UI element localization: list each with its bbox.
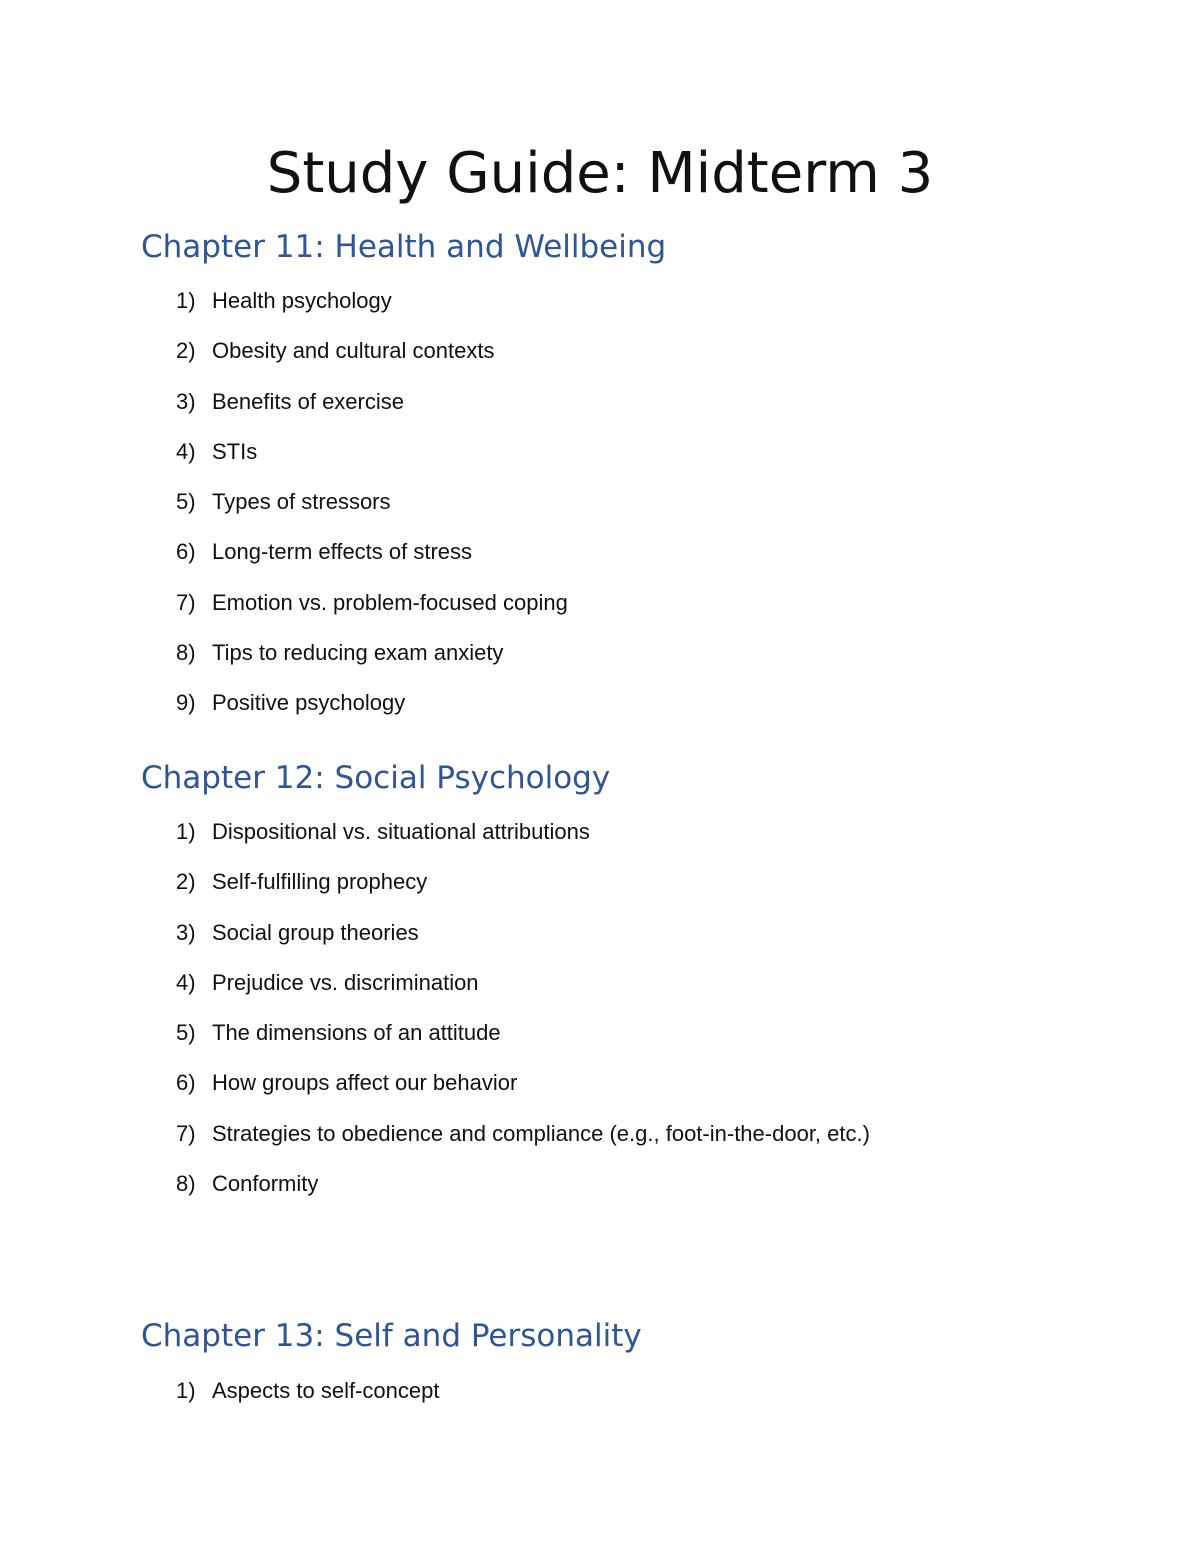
chapter-11-topic-list [176, 286, 568, 739]
item-text: Strategies to obedience and compliance (e.g., foot-in-the-door, etc.) [212, 1120, 870, 1146]
item-number: 3) [176, 919, 196, 945]
list-item [176, 487, 568, 537]
item-text: Conformity [212, 1171, 319, 1197]
item-text: Dispositional vs. situational attributions [212, 819, 590, 844]
list-item [176, 968, 870, 1018]
chapter-heading-13: Chapter 13: Self and Personality [141, 1318, 642, 1354]
list-item [176, 638, 568, 688]
item-number: 2) [176, 338, 196, 364]
item-text: Emotion vs. problem-focused coping [212, 589, 568, 615]
item-text: Prejudice vs. discrimination [212, 969, 479, 995]
item-number: 4) [176, 969, 196, 995]
chapter-heading-11: Chapter 11: Health and Wellbeing [141, 229, 667, 265]
item-text: The dimensions of an attitude [212, 1020, 501, 1046]
chapter-12-topic-list [176, 817, 870, 1219]
item-number: 5) [176, 489, 196, 515]
item-text: Social group theories [212, 919, 419, 945]
list-item [176, 286, 568, 336]
list-item [176, 336, 568, 386]
list-item [176, 588, 568, 638]
item-text: How groups affect our behavior [212, 1070, 518, 1096]
item-number: 6) [176, 539, 196, 565]
list-item [176, 1376, 439, 1426]
page-title: Study Guide: Midterm 3 [266, 141, 934, 206]
item-number: 8) [176, 640, 196, 666]
list-item [176, 1018, 870, 1068]
item-number: 5) [176, 1020, 196, 1046]
item-text: Positive psychology [212, 690, 406, 716]
item-number: 7) [176, 589, 196, 615]
list-item [176, 1068, 870, 1118]
list-item [176, 817, 870, 867]
list-item [176, 918, 870, 968]
item-text: Self-fulfilling prophecy [212, 869, 428, 895]
item-text: Types of stressors [212, 489, 391, 515]
list-item [176, 867, 870, 917]
item-number: 3) [176, 388, 196, 414]
list-item [176, 1169, 870, 1219]
list-item [176, 437, 568, 487]
chapter-13-topic-list [176, 1376, 439, 1426]
item-text: Long-term effects of stress [212, 539, 473, 565]
item-number: 1) [176, 1378, 196, 1403]
item-text: Benefits of exercise [212, 388, 404, 414]
item-text: Health psychology [212, 288, 392, 313]
item-number: 6) [176, 1070, 196, 1096]
item-text: Tips to reducing exam anxiety [212, 640, 504, 666]
item-text: STIs [212, 438, 258, 464]
item-number: 2) [176, 869, 196, 895]
list-item [176, 1119, 870, 1169]
list-item [176, 688, 568, 738]
item-number: 7) [176, 1120, 196, 1146]
list-item [176, 537, 568, 587]
item-text: Aspects to self-concept [212, 1378, 440, 1403]
item-number: 8) [176, 1171, 196, 1197]
item-number: 1) [176, 288, 196, 313]
item-number: 1) [176, 819, 196, 844]
item-number: 4) [176, 438, 196, 464]
item-number: 9) [176, 690, 196, 716]
chapter-heading-12: Chapter 12: Social Psychology [141, 760, 611, 796]
item-text: Obesity and cultural contexts [212, 338, 495, 364]
list-item [176, 387, 568, 437]
